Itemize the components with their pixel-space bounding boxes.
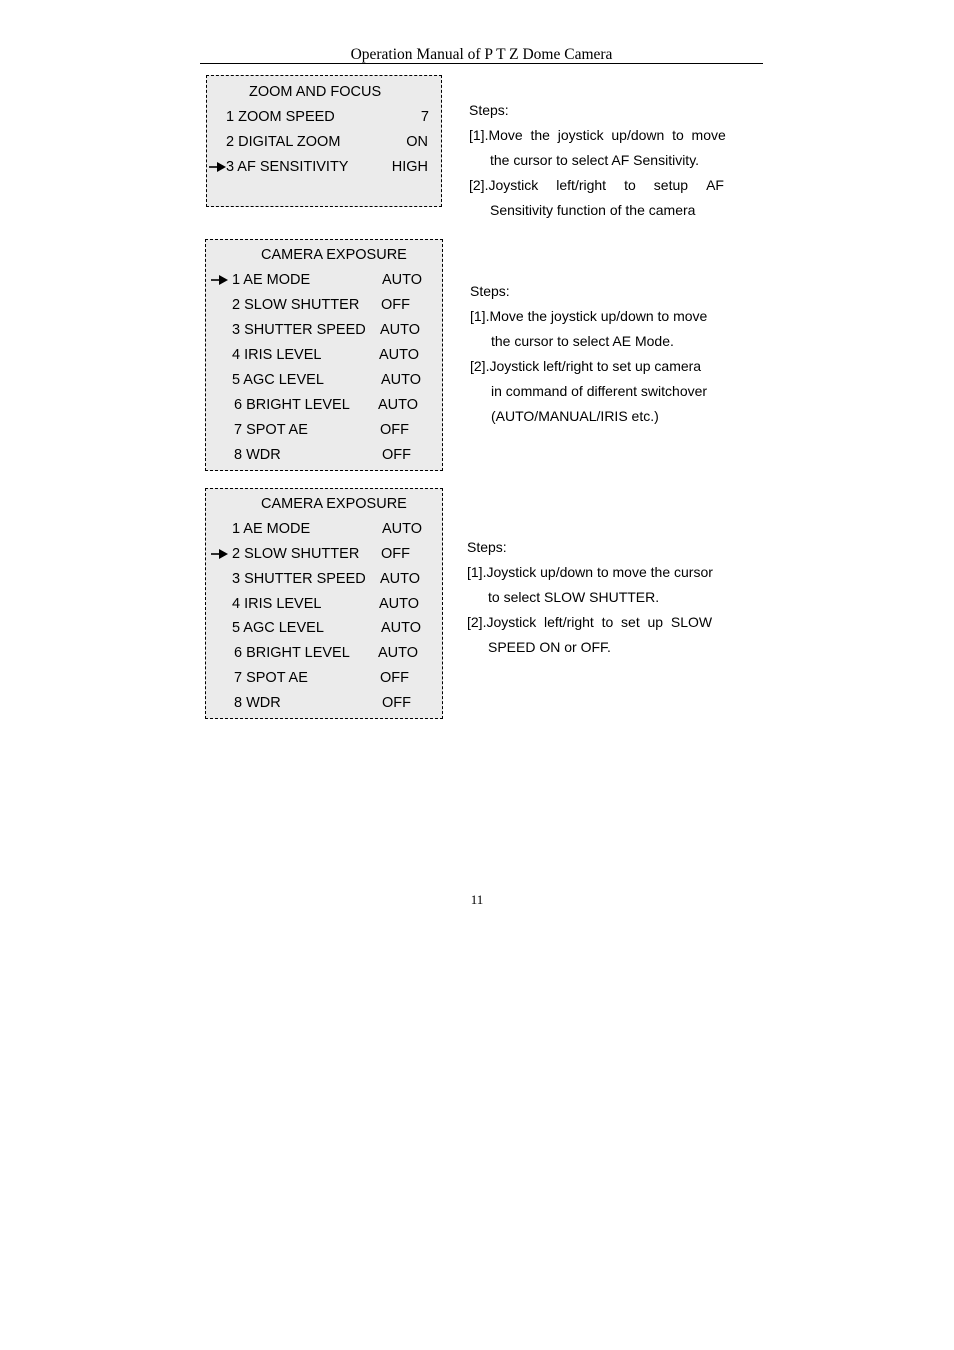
page-number: 11: [470, 892, 484, 907]
steps-slow-shutter: [467, 535, 722, 660]
cursor-arrow-icon: [211, 271, 231, 289]
row-value: AUTO: [378, 645, 419, 661]
row-value: AUTO: [380, 322, 421, 338]
row-value: AUTO: [382, 521, 423, 537]
row-label: 2 DIGITAL ZOOM: [226, 134, 341, 150]
menu-row-iris-level: [206, 346, 442, 364]
row-label: 8 WDR: [234, 447, 281, 463]
row-value: AUTO: [379, 347, 420, 363]
row-label: 3 AF SENSITIVITY: [226, 159, 349, 175]
header-title: Operation Manual of P T Z Dome Camera: [350, 46, 613, 63]
row-value: OFF: [382, 447, 411, 463]
row-label: 6 BRIGHT LEVEL: [234, 645, 350, 661]
menu-row-spot-ae: [206, 421, 442, 439]
row-label: 1 ZOOM SPEED: [226, 109, 335, 125]
step-2-line-1: [2].Joystick left/right to set up SLOW: [467, 614, 713, 630]
header-rule: [200, 63, 763, 64]
camera-exposure-menu-slow-shutter: [205, 488, 443, 719]
cursor-arrow-icon: [211, 545, 231, 563]
row-value: OFF: [381, 297, 410, 313]
step-word: setup: [653, 177, 689, 193]
menu-row-digital-zoom: [207, 133, 441, 151]
row-label: 6 BRIGHT LEVEL: [234, 397, 350, 413]
step-2-line-2: Sensitivity function of the camera: [490, 202, 696, 218]
menu-row-shutter-speed: [206, 570, 442, 588]
menu-row-zoom-speed: [207, 108, 441, 126]
menu-row-slow-shutter: [206, 296, 442, 314]
row-value: ON: [406, 134, 428, 150]
row-label: 3 SHUTTER SPEED: [232, 322, 366, 338]
step-1-line-1: [1].Move the joystick up/down to move: [469, 127, 726, 143]
menu-row-bright-level: [206, 644, 442, 662]
row-value: OFF: [380, 422, 409, 438]
row-label: 7 SPOT AE: [234, 422, 308, 438]
step-2-line-3: (AUTO/MANUAL/IRIS etc.): [491, 408, 659, 424]
row-value: OFF: [380, 670, 409, 686]
step-word: [2].Joystick: [469, 177, 539, 193]
step-1-line-1: [1].Joystick up/down to move the cursor: [467, 564, 713, 580]
row-label: 7 SPOT AE: [234, 670, 308, 686]
step-2-line-1: [469, 173, 724, 198]
row-label: 1 AE MODE: [232, 272, 311, 288]
row-label: 1 AE MODE: [232, 521, 311, 537]
step-1-line-2: the cursor to select AE Mode.: [491, 333, 674, 349]
step-word: left/right: [556, 177, 607, 193]
steps-ae-mode: [470, 279, 725, 429]
menu-row-shutter-speed: [206, 321, 442, 339]
zoom-focus-menu: [206, 75, 442, 207]
menu-title: ZOOM AND FOCUS: [249, 84, 382, 100]
steps-heading: Steps:: [470, 283, 510, 299]
menu-row-agc-level: [206, 619, 442, 637]
menu-row-af-sensitivity: [207, 158, 441, 176]
step-1-line-2: to select SLOW SHUTTER.: [488, 589, 660, 605]
step-word: AF: [706, 177, 724, 193]
row-value: HIGH: [391, 159, 428, 175]
menu-row-wdr: [206, 694, 442, 712]
menu-row-spot-ae: [206, 669, 442, 687]
row-label: 8 WDR: [234, 695, 281, 711]
menu-title: CAMERA EXPOSURE: [261, 247, 407, 263]
row-label: 3 SHUTTER SPEED: [232, 571, 366, 587]
menu-row-iris-level: [206, 595, 442, 613]
menu-row-ae-mode: [206, 271, 442, 289]
row-value: AUTO: [379, 596, 420, 612]
step-word: to: [624, 177, 636, 193]
steps-af-sensitivity: [469, 98, 724, 223]
row-label: 5 AGC LEVEL: [232, 620, 324, 636]
menu-row-agc-level: [206, 371, 442, 389]
row-label: 2 SLOW SHUTTER: [232, 297, 360, 313]
menu-row-ae-mode: [206, 520, 442, 538]
row-label: 2 SLOW SHUTTER: [232, 546, 360, 562]
row-value: AUTO: [381, 620, 422, 636]
step-2-line-2: SPEED ON or OFF.: [488, 639, 611, 655]
menu-row-bright-level: [206, 396, 442, 414]
step-2-line-2: in command of different switchover: [491, 383, 708, 399]
step-2-line-1: [2].Joystick left/right to set up camera: [470, 358, 702, 374]
step-1-line-1: [1].Move the joystick up/down to move: [470, 308, 708, 324]
row-value: AUTO: [381, 372, 422, 388]
step-1-line-2: the cursor to select AF Sensitivity.: [490, 152, 700, 168]
row-label: 4 IRIS LEVEL: [232, 596, 322, 612]
row-value: 7: [420, 109, 429, 125]
row-value: AUTO: [380, 571, 421, 587]
row-value: OFF: [381, 546, 410, 562]
steps-heading: Steps:: [467, 539, 507, 555]
menu-title: CAMERA EXPOSURE: [261, 496, 407, 512]
menu-row-slow-shutter: [206, 545, 442, 563]
steps-heading: Steps:: [469, 102, 509, 118]
row-value: AUTO: [382, 272, 423, 288]
row-label: 5 AGC LEVEL: [232, 372, 324, 388]
menu-row-wdr: [206, 446, 442, 464]
row-label: 4 IRIS LEVEL: [232, 347, 322, 363]
row-value: OFF: [382, 695, 411, 711]
camera-exposure-menu-ae-mode: [205, 239, 443, 471]
row-value: AUTO: [378, 397, 419, 413]
